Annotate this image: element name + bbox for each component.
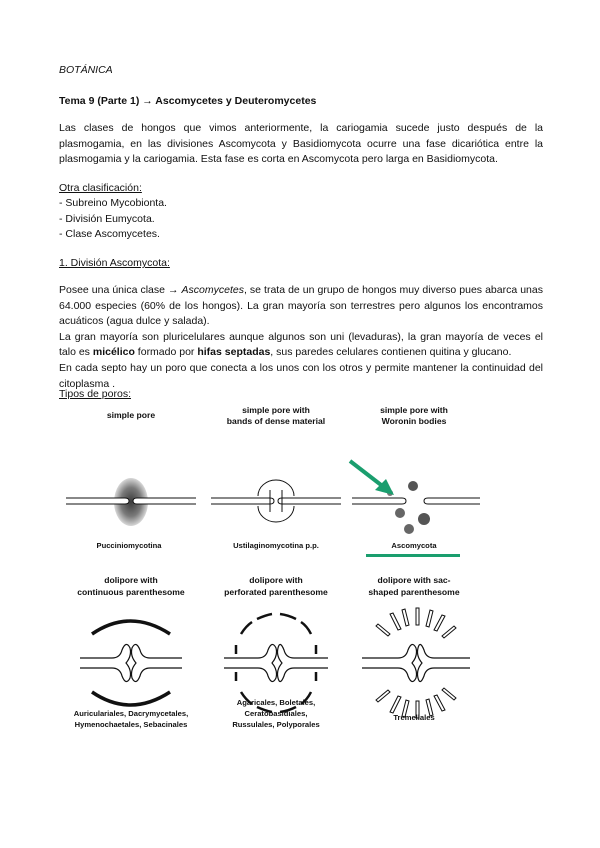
division-text [59,283,543,392]
sac-dolipore-title-2: shaped parenthesome [368,587,460,597]
simple-pore-diagram [66,478,196,526]
pucciniomycotina-caption: Pucciniomycotina [96,541,162,550]
pore-types-figure [0,400,600,745]
tremellales-caption: Tremellales [393,713,435,722]
agaricales-caption-2: Ceratobasidiales, [244,709,308,718]
continuous-dolipore-title-1: dolipore with [104,575,158,585]
woronin-pore-title-1: simple pore with [380,405,448,415]
continuous-dolipore-diagram [80,621,182,705]
sac-dolipore-title-1: dolipore with sac- [377,575,451,585]
woronin-pore-title-2: Woronin bodies [381,416,447,426]
subject-label: BOTÁNICA [59,64,113,76]
division-heading: 1. División Ascomycota: [59,257,170,269]
division-paragraph-1: Posee una única clase → Ascomycetes, se trata de un grupo de hongos muy diverso pues abarca unas 64.000 especies (60% de los hongos). La gran mayoría son terrestres pero algunos los encontramos acuáticos (agua dulce y salada). [59,284,543,328]
division-paragraph-3: En cada septo hay un poro que conecta a los unos con los otros y permite mantener la continuidad del citoplasma . [59,361,543,390]
intro-paragraph: Las clases de hongos que vimos anteriormente, la cariogamia sucede justo después de la plasmogamia, en las divisiones Ascomycota y Basidiomycota ocurre una fase dicariótica entre la plasmogamia y la cariogamia. Esta fase es corta en Ascomycota pero larga en Basidiomycota. [59,122,543,166]
list-item: - División Eumycota. [59,212,155,225]
bands-pore-title-1: simple pore with [242,405,310,415]
agaricales-caption-1: Agaricales, Boletales, [236,698,316,707]
classification-list [59,196,167,243]
simple-pore-title: simple pore [106,410,156,420]
sac-dolipore-diagram [362,608,470,718]
agaricales-caption-3: Russulales, Polyporales [232,720,320,729]
ascomycota-underline [366,554,460,557]
bands-pore-title-2: bands of dense material [226,416,326,426]
list-item: - Clase Ascomycetes. [59,228,160,241]
other-classification-heading: Otra clasificación: [59,182,142,194]
perforated-dolipore-title-1: dolipore with [249,575,303,585]
division-paragraph-2: La gran mayoría son pluricelulares aunque algunos son uni (levaduras), la gran mayoría de veces el talo es micélico formado por hifas septadas, sus paredes celulares contienen quitina y glucano. [59,330,543,359]
auriculariales-caption-2: Hymenochaetales, Sebacinales [74,720,188,729]
ustilaginomycotina-caption: Ustilaginomycotina p.p. [233,541,319,550]
woronin-pore-diagram [352,481,480,534]
pore-types-heading: Tipos de poros: [59,388,131,400]
list-item: - Subreino Mycobionta. [59,197,167,209]
auriculariales-caption-1: Auriculariales, Dacrymycetales, [73,709,189,718]
perforated-dolipore-title-2: perforated parenthesome [224,587,328,597]
highlight-arrow [350,461,394,495]
bands-pore-diagram [211,480,341,522]
continuous-dolipore-title-2: continuous parenthesome [77,587,185,597]
ascomycota-caption: Ascomycota [391,541,437,550]
page-title: Tema 9 (Parte 1) → Ascomycetes y Deuteromycetes [59,95,317,107]
